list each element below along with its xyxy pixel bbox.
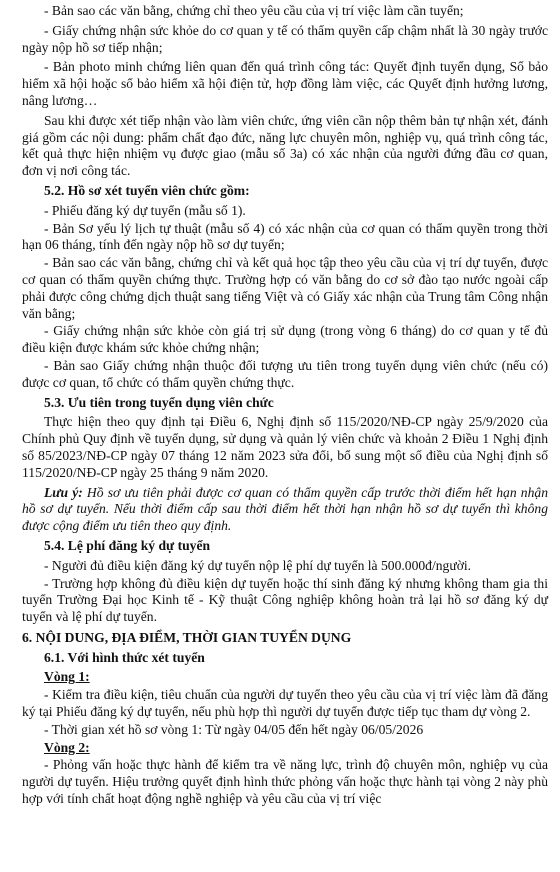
paragraph-bullet-health-certificate: - Giấy chứng nhận sức khỏe do cơ quan y tế có thẩm quyền cấp chậm nhất là 30 ngày trước ngày nộp hồ sơ tiếp nhận;	[22, 22, 548, 55]
heading-5-2: 5.2. Hồ sơ xét tuyển viên chức gồm:	[44, 182, 250, 198]
paragraph-resume: - Bản Sơ yếu lý lịch tự thuật (mẫu số 4) có xác nhận của cơ quan có thẩm quyền trong thời hạn 06 tháng, tính đến ngày nộp hồ sơ dự tuyển;	[22, 220, 548, 253]
paragraph-note	[22, 485, 548, 535]
paragraph-fee: - Người đủ điều kiện đăng ký dự tuyển nộp lệ phí dự tuyển là 500.000đ/người.	[44, 557, 472, 573]
round-2-label: Vòng 2:	[44, 739, 90, 755]
heading-5-3: 5.3. Ưu tiên trong tuyển dụng viên chức	[44, 394, 274, 410]
paragraph-self-assessment: Sau khi được xét tiếp nhận vào làm viên chức, ứng viên cần nộp thêm bản tự nhận xét, đánh giá gồm các nội dung: phẩm chất đạo đức, năng lực chuyên môn, nghiệp vụ, quá trình công tác, kết quả thực hiện nhiệm vụ được giao (mẫu số 3a) có xác nhận của người đứng đầu cơ quan, đơn vị nơi công tác.	[22, 112, 548, 179]
paragraph-round-2-interview: - Phỏng vấn hoặc thực hành để kiểm tra về năng lực, trình độ chuyên môn, nghiệp vụ của người dự tuyển. Hiệu trưởng quyết định hình thức phỏng vấn hoặc thực hành tại vòng 2 này phù hợp với tính chất hoạt động nghề nghiệp và yêu cầu của vị trí việc	[22, 757, 548, 807]
paragraph-bullet-work-evidence: - Bản photo minh chứng liên quan đến quá trình công tác: Quyết định tuyển dụng, Sổ bảo hiểm xã hội hoặc sổ bảo hiểm xã hội điện tử, hợp đồng làm việc, các Quyết định hưởng lương, nâng lương…	[22, 59, 548, 108]
paragraph-registration-form: - Phiếu đăng ký dự tuyển (mẫu số 1).	[44, 202, 246, 218]
paragraph-priority-regulation: Thực hiện theo quy định tại Điều 6, Nghị định số 115/2020/NĐ-CP ngày 25/9/2020 của Chính phủ Quy định về tuyển dụng, sử dụng và quản lý viên chức và khoản 2 Điều 1 Nghị định số 85/2023/NĐ-CP ngày 07 tháng 12 năm 2023 sửa đổi, bổ sung một số điều của Nghị định số 115/2020/NĐ-CP ngày 25 tháng 9 năm 2020.	[22, 414, 548, 480]
paragraph-no-refund: - Trường hợp không đủ điều kiện dự tuyển hoặc thí sinh đăng ký nhưng không tham gia thi tuyển Trường Đại học Kinh tế - Kỹ thuật Công nghiệp không hoàn trả lại hồ sơ đăng ký dự tuyển và lệ phí dự tuyển.	[22, 575, 548, 625]
note-text: Hồ sơ ưu tiên phải được cơ quan có thẩm quyền cấp trước thời điểm hết hạn nhận hồ sơ dự tuyển. Nếu thời điểm cấp sau thời điểm hết thời hạn nhận hồ sơ dự tuyển thì không được cộng điểm ưu tiên theo quy định.	[22, 484, 548, 534]
paragraph-diplomas-transcripts: - Bản sao các văn bằng, chứng chỉ và kết quả học tập theo yêu cầu của vị trí dự tuyển, được cơ quan có thẩm quyền chứng thực. Trường hợp có văn bằng do cơ sở đào tạo nước ngoài cấp phải được công chứng dịch thuật sang tiếng Việt và có Giấy xác nhận của Trung tâm Công nhận văn bằng;	[22, 255, 548, 321]
heading-5-4: 5.4. Lệ phí đăng ký dự tuyển	[44, 537, 211, 553]
heading-section-6: 6. NỘI DUNG, ĐỊA ĐIỂM, THỜI GIAN TUYỂN DỤNG	[22, 629, 352, 645]
heading-6-1: 6.1. Với hình thức xét tuyển	[44, 649, 205, 665]
paragraph-bullet-diplomas: - Bản sao các văn bằng, chứng chỉ theo yêu cầu của vị trí việc làm cần tuyển;	[44, 3, 464, 18]
paragraph-priority-certificate: - Bản sao Giấy chứng nhận thuộc đối tượng ưu tiên trong tuyển dụng viên chức (nếu có) được cơ quan, tổ chức có thẩm quyền chứng thực.	[22, 357, 548, 390]
note-label: Lưu ý:	[44, 484, 83, 500]
paragraph-health-certificate: - Giấy chứng nhận sức khỏe còn giá trị sử dụng (trong vòng 6 tháng) do cơ quan y tế đủ điều kiện được khám sức khỏe chứng nhận;	[22, 323, 548, 356]
paragraph-round-1-time: - Thời gian xét hồ sơ vòng 1: Từ ngày 04/05 đến hết ngày 06/05/2026	[44, 721, 424, 737]
round-1-label: Vòng 1:	[44, 669, 90, 685]
paragraph-round-1-check: - Kiểm tra điều kiện, tiêu chuẩn của người dự tuyển theo yêu cầu của vị trí việc làm đã đăng ký tại Phiếu đăng ký dự tuyển, nếu phù hợp thì người dự tuyển được tiếp tục tham dự vòng 2.	[22, 687, 548, 720]
